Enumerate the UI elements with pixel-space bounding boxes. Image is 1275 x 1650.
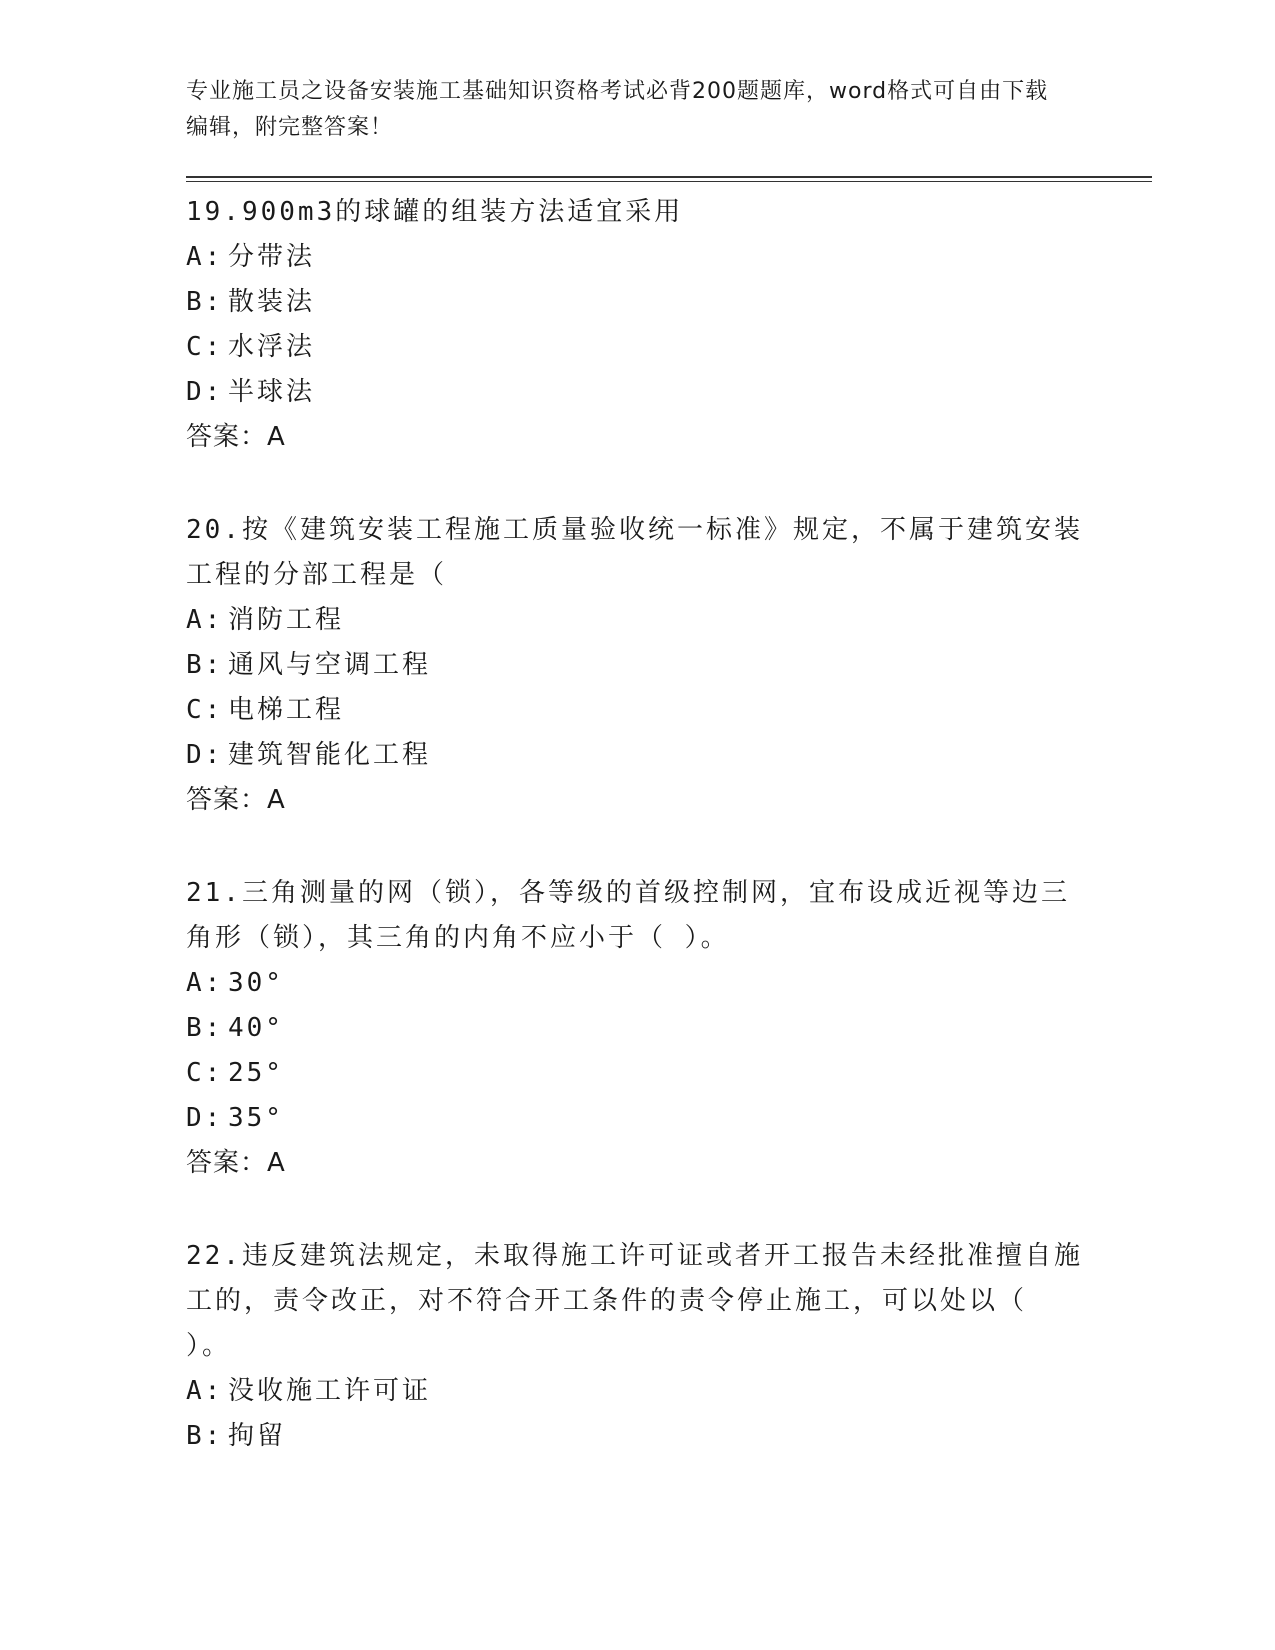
option-letter: A: xyxy=(186,605,224,635)
option-a xyxy=(186,235,1086,280)
option-a xyxy=(186,961,1086,1006)
option-b xyxy=(186,1006,1086,1051)
option-letter: D: xyxy=(186,740,224,770)
option-b xyxy=(186,280,1086,325)
option-letter: A: xyxy=(186,1376,224,1406)
option-text: 35° xyxy=(228,1103,284,1133)
option-c xyxy=(186,688,1086,733)
option-letter: D: xyxy=(186,1103,224,1133)
option-text: 水浮法 xyxy=(228,332,316,362)
option-d xyxy=(186,733,1086,778)
option-letter: A: xyxy=(186,968,224,998)
option-text: 建筑智能化工程 xyxy=(228,740,432,770)
question-20 xyxy=(186,508,1086,823)
option-letter: C: xyxy=(186,332,224,362)
question-21 xyxy=(186,871,1086,1186)
option-letter: B: xyxy=(186,650,224,680)
option-text: 通风与空调工程 xyxy=(228,650,432,680)
option-text: 没收施工许可证 xyxy=(228,1376,432,1406)
answer-line: 答案：A xyxy=(186,1148,286,1178)
option-letter: D: xyxy=(186,377,224,407)
option-text: 25° xyxy=(228,1058,284,1088)
option-letter: B: xyxy=(186,287,224,317)
option-b xyxy=(186,643,1086,688)
option-letter: B: xyxy=(186,1013,224,1043)
option-letter: C: xyxy=(186,1058,224,1088)
question-stem: 21.三角测量的网（锁），各等级的首级控制网，宜布设成近视等边三角形（锁），其三角的内角不应小于（ ）。 xyxy=(186,878,1070,953)
option-text: 半球法 xyxy=(228,377,316,407)
document-header: 专业施工员之设备安装施工基础知识资格考试必背200题题库，word格式可自由下载编辑，附完整答案！ xyxy=(186,79,1049,140)
header-divider-thin xyxy=(186,181,1152,182)
question-stem: 22.违反建筑法规定，未取得施工许可证或者开工报告未经批准擅自施工的，责令改正，对不符合开工条件的责令停止施工，可以处以（ ）。 xyxy=(186,1241,1083,1361)
option-a xyxy=(186,1369,1086,1414)
question-19 xyxy=(186,190,1086,460)
answer-line: 答案：A xyxy=(186,422,286,452)
option-text: 分带法 xyxy=(228,242,316,272)
option-b xyxy=(186,1414,1086,1459)
option-text: 30° xyxy=(228,968,284,998)
option-d xyxy=(186,370,1086,415)
option-a xyxy=(186,598,1086,643)
question-stem: 20.按《建筑安装工程施工质量验收统一标准》规定，不属于建筑安装工程的分部工程是（ xyxy=(186,515,1083,590)
option-letter: B: xyxy=(186,1421,224,1451)
header-divider-thick xyxy=(186,176,1152,178)
question-stem: 19.900m3的球罐的组装方法适宜采用 xyxy=(186,197,684,227)
option-letter: C: xyxy=(186,695,224,725)
option-c xyxy=(186,325,1086,370)
option-text: 散装法 xyxy=(228,287,316,317)
question-22 xyxy=(186,1234,1086,1459)
option-text: 电梯工程 xyxy=(228,695,345,725)
option-c xyxy=(186,1051,1086,1096)
question-list xyxy=(186,190,1086,1507)
option-text: 40° xyxy=(228,1013,284,1043)
option-letter: A: xyxy=(186,242,224,272)
answer-line: 答案：A xyxy=(186,785,286,815)
option-text: 消防工程 xyxy=(228,605,345,635)
option-text: 拘留 xyxy=(228,1421,287,1451)
option-d xyxy=(186,1096,1086,1141)
